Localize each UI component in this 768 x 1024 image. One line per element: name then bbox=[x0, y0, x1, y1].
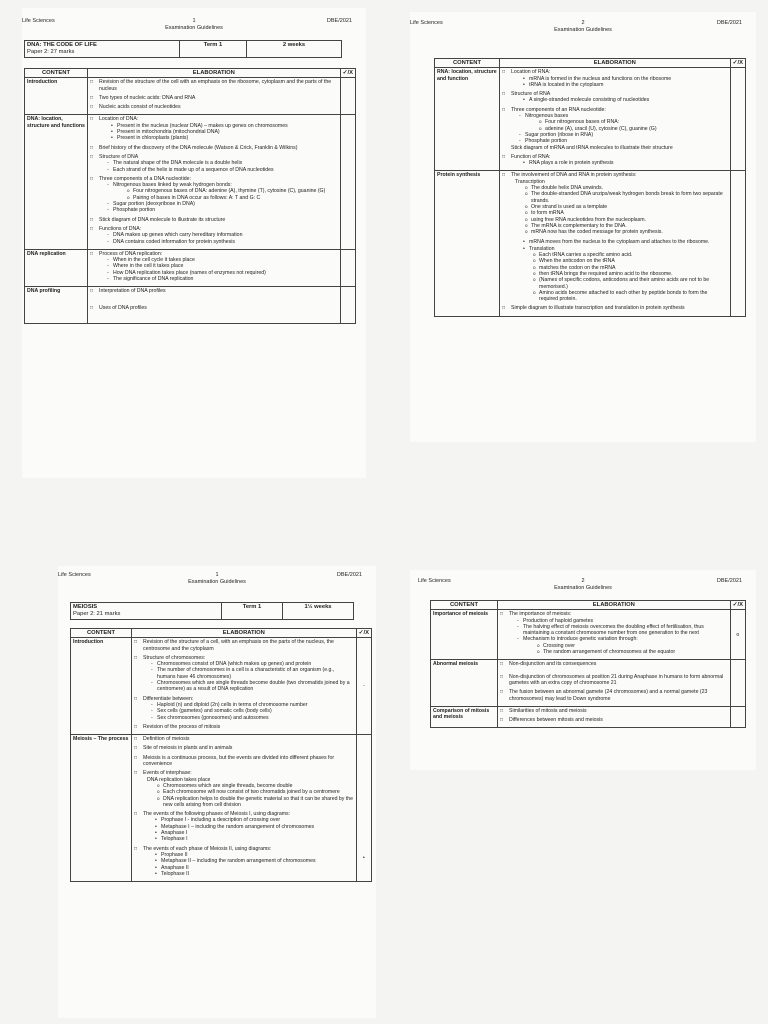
topic-meta-table bbox=[70, 602, 354, 620]
tick-mark: - bbox=[356, 638, 371, 735]
list-item: - The number of chromosomes in a cell is a characteristic of an organism (e.g., humans have 46 chromosomes) bbox=[151, 667, 354, 680]
table-row bbox=[71, 735, 372, 882]
list-item: □ Brief history of the discovery of the DNA molecule (Watson & Crick, Franklin & Wilkins) bbox=[90, 145, 338, 151]
table-row bbox=[431, 706, 746, 728]
list-item: - Chromosomes consist of DNA (which makes up genes) and protein bbox=[151, 661, 354, 667]
list-item: □ Nucleic acids consist of nucleotides bbox=[90, 104, 338, 110]
list-item: o (Names of specific codons, anticodons and their amino acids are not to be memorised.) bbox=[533, 277, 728, 290]
list-item: □ Meiosis is a continuous process, but the events are divided into different phases for convenience bbox=[134, 755, 354, 768]
table-row bbox=[25, 78, 356, 115]
list-item: o The random arrangement of chromosomes at the equator bbox=[537, 649, 728, 655]
list-item: Function of RNA: bbox=[511, 153, 551, 160]
list-item: • Present in the nucleus (nuclear DNA) – makes up genes on chromosomes bbox=[111, 123, 338, 129]
list-item: □ Definition of meiosis bbox=[134, 736, 354, 742]
list-item: o Amino acids become attached to each other by peptide bonds to form the required protein. bbox=[533, 290, 728, 303]
list-item: - When in the cell cycle it takes place bbox=[107, 257, 338, 263]
list-item: The events of each phase of Meiosis II, using diagrams: bbox=[143, 845, 272, 852]
list-item: DNA replication takes place bbox=[147, 776, 211, 783]
list-item: Events of interphase: bbox=[143, 770, 192, 777]
list-item: o DNA replication helps to double the genetic material so that it can be shared by the new cells arising from cell division bbox=[157, 796, 354, 809]
col-elaboration: ELABORATION bbox=[132, 629, 357, 638]
content-table bbox=[430, 600, 746, 728]
list-item: Transcription bbox=[515, 178, 545, 185]
col-tick: ✓/X bbox=[730, 59, 745, 68]
list-item: • Prophase I - including a description of crossing over bbox=[155, 817, 354, 823]
list-item: Process of DNA replication: bbox=[99, 250, 163, 257]
list-item: o One strand is used as a template bbox=[525, 204, 728, 210]
list-item: - Chromosomes which are single threads become double (two chromatids joined by a centromere) as a result of DNA replication bbox=[151, 680, 354, 693]
list-item: o to form mRNA bbox=[525, 210, 728, 216]
col-elaboration: ELABORATION bbox=[88, 69, 341, 78]
list-item: o then tRNA brings the required amino acid to the ribosome. bbox=[533, 271, 728, 277]
list-item: □ Stick diagram of DNA molecule to illustrate its structure bbox=[90, 217, 338, 223]
list-item: • Prophase II bbox=[155, 852, 354, 858]
list-item: o adenine (A), uracil (U), cytosine (C), guanine (G) bbox=[539, 126, 728, 132]
col-content: CONTENT bbox=[71, 629, 132, 638]
list-item: • Telophase II bbox=[155, 871, 354, 877]
content-table bbox=[70, 628, 372, 882]
page-meiosis bbox=[58, 566, 376, 1018]
list-item: Stick diagram of mRNA and tRNA molecules to illustrate their structure bbox=[511, 144, 673, 151]
topic-importance-meiosis: Importance of meiosis bbox=[431, 610, 498, 660]
topic-abnormal-meiosis: Abnormal meiosis bbox=[431, 660, 498, 706]
paper-marks: Paper 2: 27 marks bbox=[27, 49, 75, 55]
list-item: □ Site of meiosis in plants and in animals bbox=[134, 745, 354, 751]
table-row bbox=[25, 287, 356, 324]
topic-introduction: Introduction bbox=[71, 638, 132, 735]
list-item: □ The fusion between an abnormal gamete (24 chromosomes) and a normal gamete (23 chromosomes) may lead to Down syndrome bbox=[500, 689, 728, 702]
weeks-label: 1½ weeks bbox=[283, 603, 354, 620]
header-code: DBE/2021 bbox=[336, 572, 362, 578]
topic-comparison: Comparison of mitosis and meiosis bbox=[431, 706, 498, 728]
list-item: The involvement of DNA and RNA in protein synthesis: bbox=[511, 172, 637, 179]
header-page-number: 2 bbox=[581, 20, 585, 26]
col-content: CONTENT bbox=[435, 59, 500, 68]
list-item: o Chromosomes which are single threads, become double bbox=[157, 783, 354, 789]
list-item: - Production of haploid gametes bbox=[517, 618, 728, 624]
page-dna-code-of-life bbox=[22, 8, 366, 478]
topic-title: MEIOSIS bbox=[73, 604, 98, 610]
table-row bbox=[25, 115, 356, 249]
topic-dna-location: DNA: location, structure and functions bbox=[25, 115, 88, 249]
list-item: • Present in mitochondria (mitochondrial DNA) bbox=[111, 129, 338, 135]
header-guidelines: Examination Guidelines bbox=[188, 579, 246, 585]
list-item: □ Simple diagram to illustrate transcription and translation in protein synthesis bbox=[502, 305, 728, 311]
list-item: □ Revision of the process of mitosis bbox=[134, 724, 354, 730]
header-guidelines: Examination Guidelines bbox=[554, 27, 612, 33]
list-item: Location of DNA: bbox=[99, 116, 139, 123]
list-item: o Each chromosome will now consist of two chromatids joined by a centromere bbox=[157, 789, 354, 795]
list-item: □ Revision of the structure of the cell with an emphasis on the ribosome, cytoplasm and the parts of the nucleus bbox=[90, 79, 338, 92]
header-subject: Life Sciences bbox=[58, 572, 91, 578]
list-item: - Where in the cell it takes place bbox=[107, 263, 338, 269]
list-item: Three components of a DNA nucleotide: bbox=[99, 175, 191, 182]
list-item: □ Differences between mitosis and meiosis bbox=[500, 717, 728, 723]
list-item: □ Non-disjunction of chromosomes at position 21 during Anaphase in humans to form abnormal gametes with an extra copy of chromosome 21 bbox=[500, 674, 728, 687]
list-item: o Four nitrogenous bases of RNA: bbox=[539, 119, 728, 125]
list-item: • Present in chloroplasts (plants) bbox=[111, 135, 338, 141]
list-item: - DNA contains coded information for protein synthesis bbox=[107, 239, 338, 245]
page-meiosis-continued bbox=[410, 570, 756, 770]
header-code: DBE/2021 bbox=[326, 18, 352, 24]
header-code: DBE/2021 bbox=[716, 20, 742, 26]
list-item: o using free RNA nucleotides from the nucleoplasm. bbox=[525, 217, 728, 223]
tick-mark: • bbox=[356, 735, 371, 882]
list-item: - The natural shape of the DNA molecule is a double helix bbox=[107, 160, 338, 166]
list-item: Structure of RNA bbox=[511, 91, 551, 98]
table-row bbox=[431, 610, 746, 660]
content-table bbox=[24, 68, 356, 324]
topic-protein-synthesis: Protein synthesis bbox=[435, 171, 500, 316]
list-item: • mRNA moves from the nucleus to the cytoplasm and attaches to the ribosome. bbox=[523, 239, 728, 245]
table-row bbox=[435, 68, 746, 171]
header-page-number: 2 bbox=[581, 578, 585, 584]
col-content: CONTENT bbox=[25, 69, 88, 78]
table-row bbox=[71, 638, 372, 735]
list-item: Nitrogenous bases linked by weak hydrogen bonds: bbox=[113, 182, 232, 189]
list-item: □ Uses of DNA profiles bbox=[90, 305, 338, 311]
term-label: Term 1 bbox=[180, 41, 247, 58]
list-item: o Four nitrogenous bases of DNA: adenine (A), thymine (T), cytosine (C), guanine (G) bbox=[127, 188, 338, 194]
list-item: - Each strand of the helix is made up of a sequence of DNA nucleotides bbox=[107, 167, 338, 173]
topic-introduction: Introduction bbox=[25, 78, 88, 115]
list-item: □ Two types of nucleic acids: DNA and RNA bbox=[90, 95, 338, 101]
list-item: • mRNA is formed in the nucleus and functions on the ribosome bbox=[523, 76, 728, 82]
table-row bbox=[435, 171, 746, 316]
list-item: - The halving effect of meiosis overcomes the doubling effect of fertilisation, thus maintaining a constant chromosome number from one generation to the next bbox=[517, 624, 728, 637]
term-label: Term 1 bbox=[222, 603, 283, 620]
list-item: - How DNA replication takes place (names of enzymes not required) bbox=[107, 270, 338, 276]
list-item: - DNA makes up genes which carry hereditary information bbox=[107, 232, 338, 238]
header-page-number: 1 bbox=[192, 18, 196, 24]
list-item: • Metaphase I – including the random arrangement of chromosomes bbox=[155, 824, 354, 830]
tick-mark: o bbox=[730, 610, 745, 660]
list-item: Structure of chromosomes: bbox=[143, 654, 206, 661]
col-tick: ✓/X bbox=[340, 69, 355, 78]
list-item: o Each tRNA carries a specific amino acid. bbox=[533, 252, 728, 258]
list-item: • A single-stranded molecule consisting of nucleotides bbox=[523, 97, 728, 103]
list-item: Nitrogenous bases bbox=[525, 113, 569, 120]
list-item: • Anaphase I bbox=[155, 830, 354, 836]
list-item: - Phosphate portion bbox=[519, 138, 728, 144]
list-item: o The double helix DNA unwinds. bbox=[525, 185, 728, 191]
topic-title: DNA: THE CODE OF LIFE bbox=[27, 42, 97, 48]
list-item: Location of RNA: bbox=[511, 69, 551, 76]
list-item: □ Non-disjunction and its consequences bbox=[500, 661, 728, 667]
content-table bbox=[434, 58, 746, 317]
list-item: o matches the codon on the mRNA bbox=[533, 265, 728, 271]
header-page-number: 1 bbox=[215, 572, 219, 578]
topic-meiosis-process: Meiosis – The process bbox=[71, 735, 132, 882]
list-item: • RNA plays a role in protein synthesis bbox=[523, 160, 728, 166]
list-item: Mechanism to introduce genetic variation through: bbox=[523, 636, 638, 643]
header-guidelines: Examination Guidelines bbox=[554, 585, 612, 591]
list-item: - Phosphate portion bbox=[107, 207, 338, 213]
paper-marks: Paper 2: 21 marks bbox=[73, 611, 121, 617]
col-tick: ✓/X bbox=[356, 629, 371, 638]
list-item: • Metaphase II – including the random arrangement of chromosomes bbox=[155, 858, 354, 864]
table-row bbox=[431, 660, 746, 706]
list-item: Three components of an RNA nucleotide: bbox=[511, 106, 606, 113]
header-guidelines: Examination Guidelines bbox=[165, 25, 223, 31]
col-elaboration: ELABORATION bbox=[498, 601, 731, 610]
topic-meta-table bbox=[24, 40, 342, 58]
col-content: CONTENT bbox=[431, 601, 498, 610]
list-item: o Crossing over bbox=[537, 643, 728, 649]
col-elaboration: ELABORATION bbox=[500, 59, 731, 68]
list-item: • Anaphase II bbox=[155, 865, 354, 871]
header-subject: Life Sciences bbox=[410, 20, 443, 26]
list-item: Structure of DNA bbox=[99, 153, 139, 160]
list-item: o When the anticodon on the tRNA bbox=[533, 258, 728, 264]
list-item: o The mRNA is complementary to the DNA. bbox=[525, 223, 728, 229]
list-item: Translation bbox=[529, 245, 555, 252]
table-row bbox=[25, 249, 356, 286]
list-item: - Sex cells (gametes) and somatic cells (body cells) bbox=[151, 708, 354, 714]
header-code: DBE/2021 bbox=[716, 578, 742, 584]
list-item: □ Similarities of mitosis and meiosis bbox=[500, 708, 728, 714]
header-subject: Life Sciences bbox=[22, 18, 55, 24]
page-rna-protein-synthesis bbox=[410, 12, 756, 442]
list-item: □ Revision of the structure of a cell, with an emphasis on the parts of the nucleus, the centrosome and the cytoplasm bbox=[134, 639, 354, 652]
list-item: o Pairing of bases in DNA occur as follows: A: T and G: C bbox=[127, 195, 338, 201]
list-item: Functions of DNA: bbox=[99, 225, 142, 232]
list-item: The importance of meiosis: bbox=[509, 611, 572, 618]
topic-dna-profiling: DNA profiling bbox=[25, 287, 88, 324]
topic-dna-replication: DNA replication bbox=[25, 249, 88, 286]
list-item: • tRNA is located in the cytoplasm bbox=[523, 82, 728, 88]
list-item: o The double-stranded DNA unzips/weak hydrogen bonds break to form two separate strands. bbox=[525, 191, 728, 204]
list-item: - Sugar portion (ribose in RNA) bbox=[519, 132, 728, 138]
list-item: The events of the following phases of Meiosis I, using diagrams: bbox=[143, 811, 291, 818]
topic-rna: RNA: location, structure and function bbox=[435, 68, 500, 171]
list-item: o mRNA now has the coded message for protein synthesis. bbox=[525, 229, 728, 235]
col-tick: ✓/X bbox=[730, 601, 745, 610]
weeks-label: 2 weeks bbox=[247, 41, 342, 58]
list-item: Differentiate between: bbox=[143, 695, 194, 702]
header-subject: Life Sciences bbox=[418, 578, 451, 584]
list-item: - The significance of DNA replication bbox=[107, 276, 338, 282]
list-item: - Sex chromosomes (gonosomes) and autosomes bbox=[151, 715, 354, 721]
list-item: - Sugar portion (deoxyribose in DNA) bbox=[107, 201, 338, 207]
list-item: • Telophase I bbox=[155, 836, 354, 842]
list-item: □ Interpretation of DNA profiles bbox=[90, 288, 338, 294]
list-item: - Haploid (n) and diploid (2n) cells in terms of chromosome number bbox=[151, 702, 354, 708]
